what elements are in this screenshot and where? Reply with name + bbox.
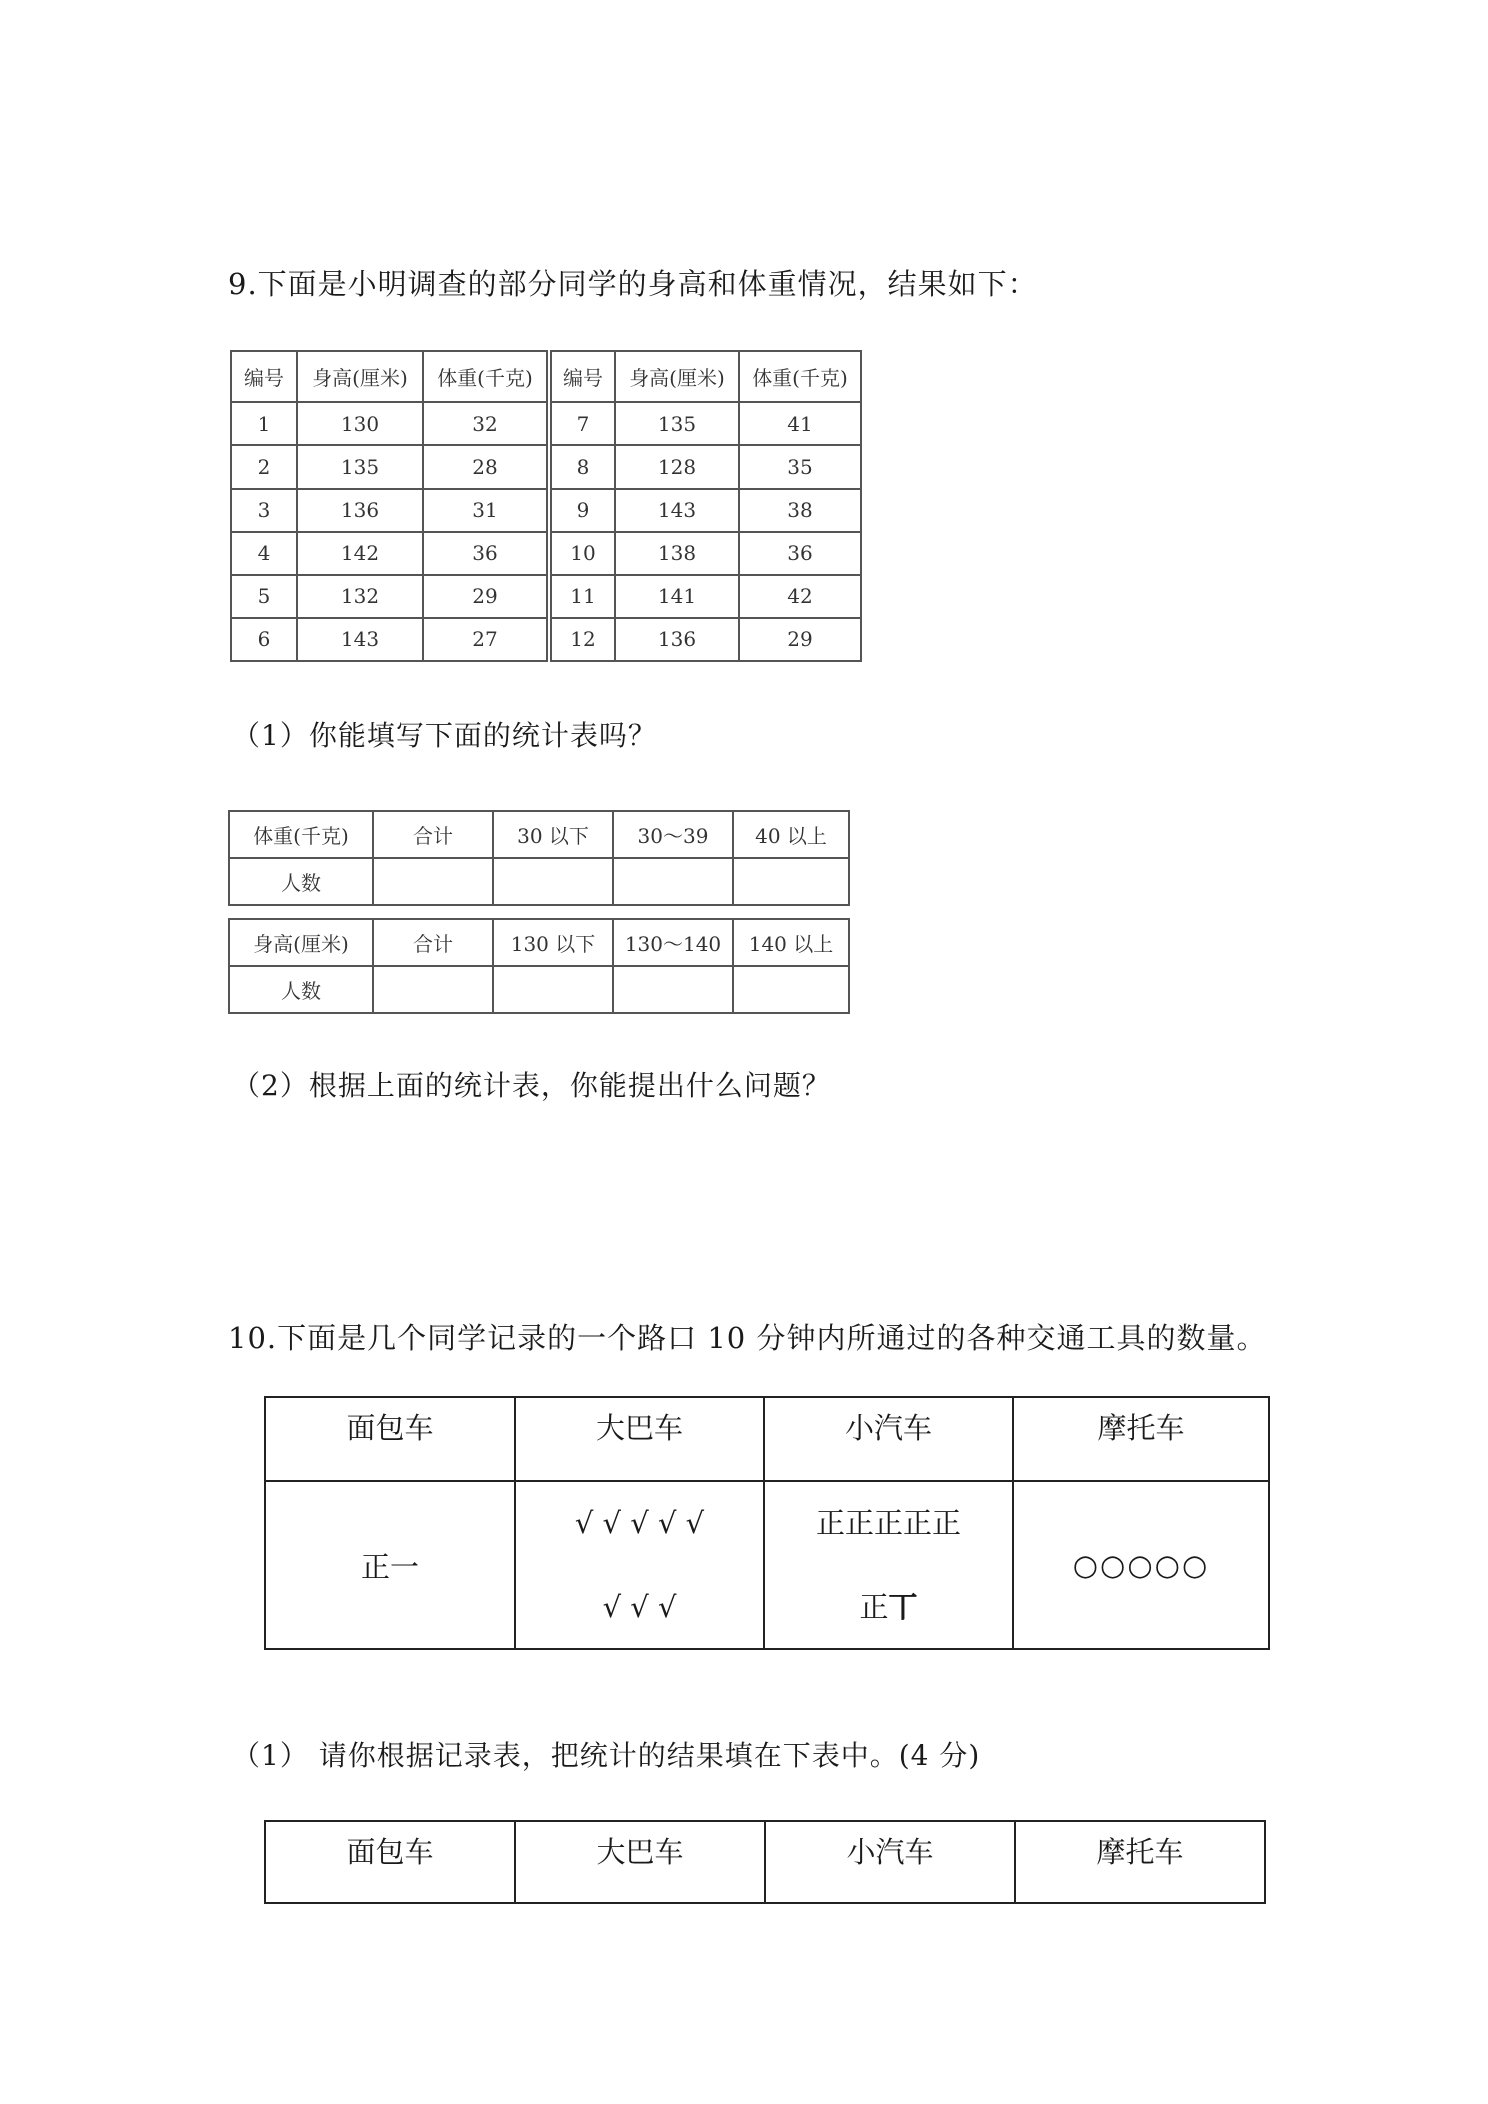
table-cell: 142 [297,532,423,575]
table-cell: 128 [615,445,739,488]
header-cell: 40 以上 [733,811,849,858]
table-row [231,575,861,618]
table-header-row [265,1821,1265,1903]
table-cell: 6 [231,618,297,661]
table-row [231,445,861,488]
table-cell: 4 [231,532,297,575]
table-row [231,402,861,445]
header-cell: 编号 [231,351,297,402]
answer-cell[interactable] [613,858,733,905]
table-cell: 2 [231,445,297,488]
answer-cell[interactable] [493,858,613,905]
header-cell: 130～140 [613,919,733,966]
header-cell: 大巴车 [515,1821,765,1903]
table-header-row [229,811,849,858]
header-cell: 身高(厘米) [615,351,739,402]
table-cell: 36 [423,532,549,575]
table-cell: 1 [231,402,297,445]
table-cell: 10 [549,532,615,575]
table-cell: 7 [549,402,615,445]
table-cell: 31 [423,489,549,532]
table-cell: 35 [739,445,861,488]
row-label: 人数 [229,858,373,905]
table-cell: 132 [297,575,423,618]
table-row [229,966,849,1013]
header-cell: 130 以下 [493,919,613,966]
table-cell: 12 [549,618,615,661]
table-cell: 135 [615,402,739,445]
header-cell: 大巴车 [515,1397,764,1481]
traffic-result-table [264,1820,1266,1904]
q10-title: 10.下面是几个同学记录的一个路口 10 分钟内所通过的各种交通工具的数量。 [228,1321,1267,1355]
table-cell: 130 [297,402,423,445]
header-cell: 合计 [373,919,493,966]
header-cell: 摩托车 [1015,1821,1265,1903]
header-cell: 小汽车 [765,1821,1015,1903]
table-cell: 136 [615,618,739,661]
row-label: 人数 [229,966,373,1013]
header-cell: 体重(千克) [423,351,549,402]
table-cell: 143 [615,489,739,532]
header-cell: 身高(厘米) [297,351,423,402]
table-row [229,858,849,905]
car-tally-partial: 丅 [888,1590,918,1624]
q9-raw-data-table [230,350,862,662]
header-cell: 编号 [549,351,615,402]
table-cell: 11 [549,575,615,618]
car-tally-line1: 正正正正正 [815,1506,961,1540]
table-cell: 29 [423,575,549,618]
table-row [231,618,861,661]
table-cell: 42 [739,575,861,618]
answer-cell[interactable] [613,966,733,1013]
motorcycle-tally: ○○○○○ [1013,1481,1269,1649]
table-cell: 36 [739,532,861,575]
header-cell: 身高(厘米) [229,919,373,966]
table-cell: 8 [549,445,615,488]
table-header-row [231,351,861,402]
header-cell: 面包车 [265,1821,515,1903]
header-cell: 小汽车 [764,1397,1013,1481]
table-cell: 32 [423,402,549,445]
header-cell: 摩托车 [1013,1397,1269,1481]
table-row [231,489,861,532]
header-cell: 140 以上 [733,919,849,966]
table-cell: 3 [231,489,297,532]
table-cell: 138 [615,532,739,575]
table-cell: 143 [297,618,423,661]
table-cell: 135 [297,445,423,488]
car-tally-line2 [765,1587,1012,1627]
table-cell: 41 [739,402,861,445]
table-cell: 28 [423,445,549,488]
answer-cell-total[interactable] [373,858,493,905]
q10-part1: （1） 请你根据记录表，把统计的结果填在下表中。(4 分) [232,1739,981,1772]
height-stat-table [228,918,850,1014]
table-cell: 38 [739,489,861,532]
q9-part1: （1）你能填写下面的统计表吗？ [232,719,657,752]
table-header-row [229,919,849,966]
answer-cell[interactable] [733,966,849,1013]
table-cell: 136 [297,489,423,532]
bus-check-marks-line1: √ √ √ √ √ [574,1506,705,1540]
table-cell: 29 [739,618,861,661]
bus-check-marks-line2: √ √ √ [602,1590,677,1624]
header-cell: 体重(千克) [229,811,373,858]
table-header-row [265,1397,1269,1481]
table-cell: 5 [231,575,297,618]
minibus-tally: 正一 [265,1481,515,1649]
answer-cell[interactable] [493,966,613,1013]
answer-cell[interactable] [733,858,849,905]
q9-title: 9.下面是小明调查的部分同学的身高和体重情况，结果如下： [228,267,1038,301]
q9-part2: （2）根据上面的统计表，你能提出什么问题？ [232,1069,831,1102]
bus-tally [515,1481,764,1649]
weight-stat-table [228,810,850,906]
header-cell: 体重(千克) [739,351,861,402]
answer-cell-total[interactable] [373,966,493,1013]
header-cell: 面包车 [265,1397,515,1481]
table-row [265,1481,1269,1649]
car-tally-zheng: 正 [859,1590,889,1624]
traffic-record-table [264,1396,1270,1650]
header-cell: 30～39 [613,811,733,858]
table-row [231,532,861,575]
header-cell: 合计 [373,811,493,858]
table-cell: 9 [549,489,615,532]
table-cell: 141 [615,575,739,618]
table-cell: 27 [423,618,549,661]
header-cell: 30 以下 [493,811,613,858]
car-tally [764,1481,1013,1649]
